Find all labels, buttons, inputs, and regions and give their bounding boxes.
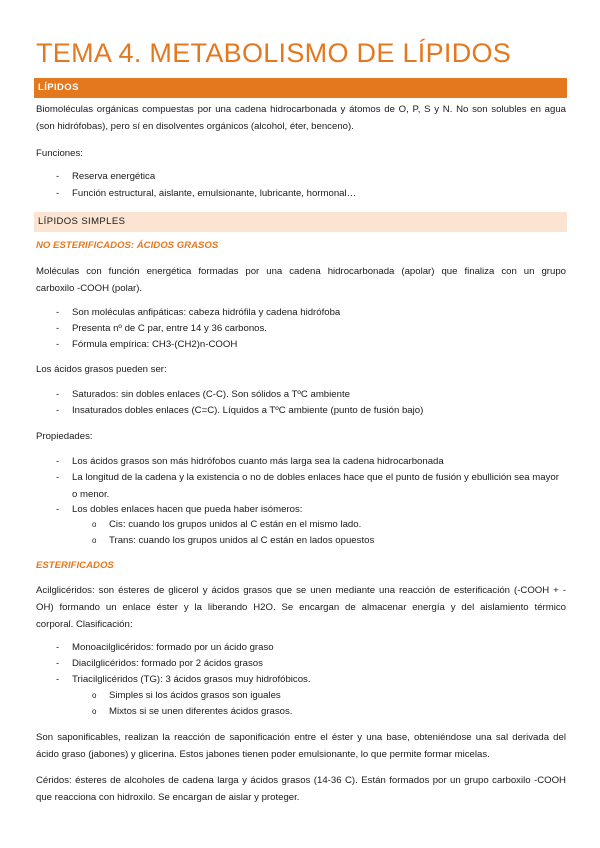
bullet-circle: o: [92, 707, 97, 716]
heading-no-esterificados: NO ESTERIFICADOS: ÁCIDOS GRASOS: [36, 240, 219, 251]
list-item-text: Reserva energética: [72, 171, 156, 182]
heading-esterificados: ESTERIFICADOS: [36, 560, 114, 571]
funciones-label: Funciones:: [36, 148, 83, 159]
bullet-circle: o: [92, 691, 97, 700]
acil-line-2: OH) formando un enlace éster y la liberando H2O. Se encargan de almacenar energía y del aislamiento térmico: [36, 602, 566, 613]
list-item-text: Los ácidos grasos son más hidrófobos cuanto más larga sea la cadena hidrocarbonada: [72, 456, 444, 467]
bullet-dash: -: [56, 472, 60, 483]
bullet-dash: -: [56, 188, 60, 199]
bullet-circle: o: [92, 520, 97, 529]
bullet-dash: -: [56, 658, 60, 669]
bullet-dash: -: [56, 389, 60, 400]
acidos-desc-line-2: carboxilo -COOH (polar).: [36, 283, 143, 294]
list-item-text: Insaturados dobles enlaces (C=C). Líquidos a TºC ambiente (punto de fusión bajo): [72, 405, 424, 416]
bullet-circle: o: [92, 536, 97, 545]
tipos-label: Los ácidos grasos pueden ser:: [36, 364, 167, 375]
sub-list-item-text: Simples si los ácidos grasos son iguales: [109, 690, 281, 701]
list-item-text: Saturados: sin dobles enlaces (C-C). Son sólidos a TºC ambiente: [72, 389, 350, 400]
acidos-desc-line-1: Moléculas con función energética formadas por una cadena hidrocarbonada (apolar) que finaliza con un grupo: [36, 266, 566, 277]
ceridos-line-2: que reacciona con hidroxilo. Se encargan de aislar y proteger.: [36, 792, 300, 803]
sub-list-item-text: Cis: cuando los grupos unidos al C están en el mismo lado.: [109, 519, 362, 530]
list-item-text: Triacilglicéridos (TG): 3 ácidos grasos muy hidrofóbicos.: [72, 674, 311, 685]
bullet-dash: -: [56, 323, 60, 334]
sub-list-item-text: Trans: cuando los grupos unidos al C están en lados opuestos: [109, 535, 375, 546]
bullet-dash: -: [56, 405, 60, 416]
bullet-dash: -: [56, 456, 60, 467]
list-item-text: Presenta nº de C par, entre 14 y 36 carbonos.: [72, 323, 267, 334]
list-item-text: Diacilglicéridos: formado por 2 ácidos grasos: [72, 658, 263, 669]
page-title: TEMA 4. METABOLISMO DE LÍPIDOS: [36, 38, 512, 68]
saponificables-line-1: Son saponificables, realizan la reacción de saponificación entre el éster y una base, obteniéndose una sal derivada del: [36, 732, 566, 743]
bullet-dash: -: [56, 674, 60, 685]
list-item-text: Los dobles enlaces hacen que pueda haber isómeros:: [72, 504, 303, 515]
bullet-dash: -: [56, 339, 60, 350]
acil-line-3: corporal. Clasificación:: [36, 619, 133, 630]
sub-list-item-text: Mixtos si se unen diferentes ácidos grasos.: [109, 706, 293, 717]
bullet-dash: -: [56, 642, 60, 653]
intro-line-1: Biomoléculas orgánicas compuestas por una cadena hidrocarbonada y átomos de O, P, S y N. No son solubles en agua: [36, 104, 566, 115]
list-item-text: Fórmula empírica: CH3-(CH2)n-COOH: [72, 339, 238, 350]
acil-line-1: Acilglicéridos: son ésteres de glicerol y ácidos grasos que se unen mediante una reacción de esterificación (-COOH + -: [36, 585, 566, 596]
list-item-text: Monoacilglicéridos: formado por un ácido graso: [72, 642, 274, 653]
list-item: [56, 470, 566, 503]
list-item-text: La longitud de la cadena y la existencia o no de dobles enlaces hace que el punto de fusión y ebullición sea mayor o menor.: [72, 472, 559, 500]
section-header-lipidos-simples: LÍPIDOS SIMPLES: [34, 212, 567, 232]
ceridos-line-1: Céridos: ésteres de alcoholes de cadena larga y ácidos grasos (14-36 C). Están formados por un grupo carboxilo -COOH: [36, 775, 566, 786]
bullet-dash: -: [56, 307, 60, 318]
propiedades-label: Propiedades:: [36, 431, 93, 442]
bullet-dash: -: [56, 504, 60, 515]
list-item-text: Función estructural, aislante, emulsionante, lubricante, hormonal…: [72, 188, 357, 199]
intro-line-2: (son hidrófobas), pero sí en disolventes orgánicos (alcohol, éter, benceno).: [36, 121, 354, 132]
saponificables-line-2: ácido graso (jabones) y glicerina. Estos jabones tienen poder emulsionante, lo que permite formar micelas.: [36, 749, 490, 760]
bullet-dash: -: [56, 171, 60, 182]
section-header-lipidos: LÍPIDOS: [34, 78, 567, 98]
list-item-text: Son moléculas anfipáticas: cabeza hidrófila y cadena hidrófoba: [72, 307, 341, 318]
